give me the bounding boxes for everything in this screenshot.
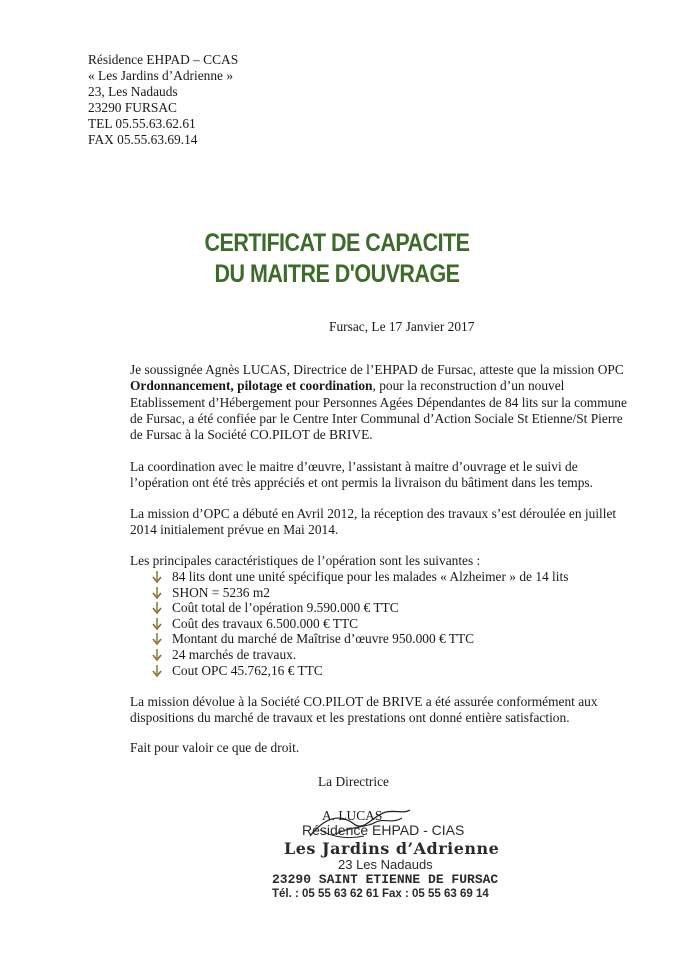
title-line: CERTIFICAT DE CAPACITE: [204, 229, 470, 257]
list-item: [152, 647, 568, 663]
list-item: [152, 631, 568, 647]
stamp-line: Les Jardins d’Adrienne: [284, 839, 500, 858]
paragraph-text: Je soussignée Agnès LUCAS, Directrice de l’EHPAD de Fursac, atteste que la mission OPC: [130, 362, 624, 377]
document-date: Fursac, Le 17 Janvier 2017: [329, 319, 475, 334]
sender-line: 23290 FURSAC: [88, 100, 177, 115]
paragraph-conclusion: La mission dévolue à la Société CO.PILOT de BRIVE a été assurée conformément aux dispositions du marché de travaux et les prestations ont donné entière satisfaction.: [130, 694, 598, 726]
list-item: [152, 600, 568, 616]
mission-name: Ordonnancement, pilotage et coordination: [130, 378, 373, 394]
stamp-line: Tél. : 05 55 63 62 61 Fax : 05 55 63 69 14: [272, 888, 489, 900]
arrow-bullet-icon: [152, 618, 162, 630]
paragraph-coordination: La coordination avec le maitre d’œuvre, l’assistant à maitre d’ouvrage et le suivi de l’opération ont été très appréciés et ont permis la livraison du bâtiment dans les temps.: [130, 459, 593, 491]
sender-fax: FAX 05.55.63.69.14: [88, 132, 198, 147]
arrow-bullet-icon: [152, 649, 162, 661]
arrow-bullet-icon: [152, 602, 162, 614]
features-intro: Les principales caractéristiques de l’opération sont les suivantes :: [130, 553, 481, 568]
paragraph-attestation: [88, 362, 630, 443]
title-line: DU MAITRE D'OUVRAGE: [214, 260, 460, 288]
list-item: [152, 585, 568, 601]
stamp-line: 23 Les Nadauds: [338, 857, 433, 872]
features-list: [152, 569, 568, 678]
arrow-bullet-icon: [152, 633, 162, 645]
arrow-bullet-icon: [152, 665, 162, 677]
arrow-bullet-icon: [152, 587, 162, 599]
paragraph-text: , pour la reconstruction d’un nouvel Etablissement d’Hébergement pour Personnes Agées Dépendantes de 84 lits sur la commune de Fursac, a été confiée par le Centre Inter Communal d’Action Sociale St Etienne/St Pierre de Fursac à la Société CO.PILOT de BRIVE.: [130, 378, 627, 443]
arrow-bullet-icon: [152, 571, 162, 583]
list-item: [152, 663, 568, 679]
sender-phone: TEL 05.55.63.62.61: [88, 116, 196, 131]
feature-text: Montant du marché de Maîtrise d’œuvre 950.000 € TTC: [172, 631, 475, 647]
paragraph-closing: Fait pour valoir ce que de droit.: [130, 740, 300, 755]
feature-text: Coût total de l’opération 9.590.000 € TTC: [172, 600, 399, 616]
feature-text: Cout OPC 45.762,16 € TTC: [172, 662, 323, 678]
feature-text: 84 lits dont une unité spécifique pour les malades « Alzheimer » de 14 lits: [172, 569, 569, 584]
official-stamp: [266, 812, 506, 902]
stamp-line: 23290 SAINT ETIENNE DE FURSAC: [272, 872, 499, 887]
stamp-line: Résidence EHPAD - CIAS: [302, 822, 465, 838]
list-item: [152, 569, 568, 585]
feature-text: Coût des travaux 6.500.000 € TTC: [172, 615, 359, 631]
document-title: [47, 228, 627, 290]
signer-name: A. LUCAS: [322, 808, 383, 823]
handwritten-signature: [306, 806, 416, 846]
paragraph-mission-dates: La mission d’OPC a débuté en Avril 2012, la réception des travaux s’est déroulée en juillet 2014 initialement prévue en Mai 2014.: [130, 506, 617, 538]
feature-text: 24 marchés de travaux.: [172, 646, 297, 662]
signer-title: La Directrice: [318, 774, 389, 789]
feature-text: SHON = 5236 m2: [172, 584, 270, 600]
sender-address: [88, 52, 238, 148]
sender-line: 23, Les Nadauds: [88, 84, 178, 99]
sender-line: Résidence EHPAD – CCAS: [88, 52, 239, 67]
list-item: [152, 616, 568, 632]
sender-line: « Les Jardins d’Adrienne »: [88, 68, 234, 83]
